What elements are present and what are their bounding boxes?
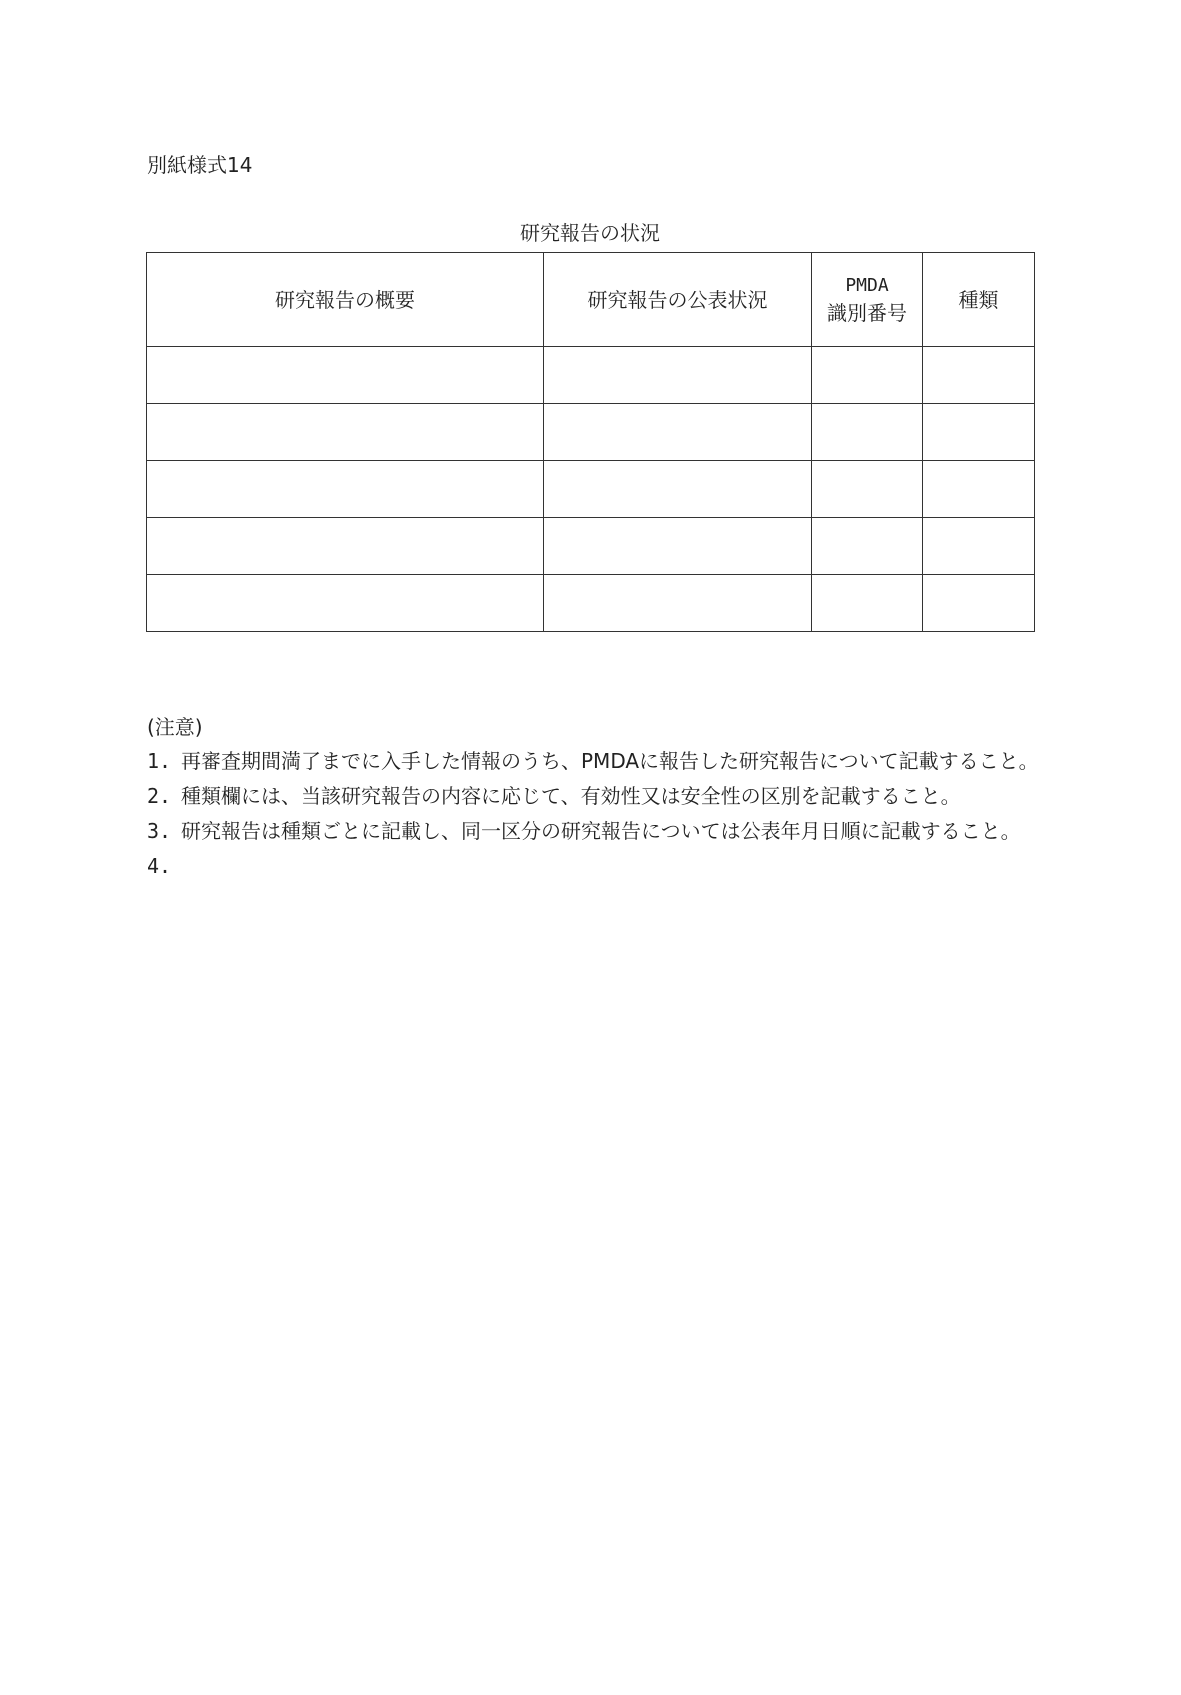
cell-summary — [147, 518, 544, 575]
note-item — [147, 744, 1047, 779]
table-title: 研究報告の状況 — [520, 221, 660, 245]
cell-type — [923, 518, 1035, 575]
cell-type — [923, 404, 1035, 461]
cell-pmda-id — [812, 461, 923, 518]
research-report-table — [146, 252, 1035, 632]
table-row — [147, 404, 1035, 461]
note-text: 研究報告は種類ごとに記載し、同一区分の研究報告については公表年月日順に記載すること。 — [181, 819, 1021, 843]
table-row — [147, 518, 1035, 575]
cell-summary — [147, 404, 544, 461]
header-pmda-id — [812, 253, 923, 347]
header-pmda-line2: 識別番号 — [827, 300, 907, 325]
header-type: 種類 — [923, 253, 1035, 347]
form-id: 別紙様式14 — [147, 153, 253, 177]
cell-publication-status — [544, 404, 812, 461]
notes-heading: (注意) — [147, 715, 203, 739]
cell-pmda-id — [812, 518, 923, 575]
cell-type — [923, 575, 1035, 632]
notes-section — [147, 710, 1047, 884]
note-item — [147, 849, 1047, 884]
cell-type — [923, 461, 1035, 518]
note-number: 2. — [147, 784, 172, 808]
note-number: 4. — [147, 854, 172, 878]
note-text: 種類欄には、当該研究報告の内容に応じて、有効性又は安全性の区別を記載すること。 — [181, 784, 961, 808]
cell-pmda-id — [812, 575, 923, 632]
header-pmda-line1: PMDA — [845, 274, 889, 296]
note-text: 再審査期間満了までに入手した情報のうち、PMDAに報告した研究報告について記載すること。 — [181, 749, 1039, 773]
cell-pmda-id — [812, 404, 923, 461]
cell-publication-status — [544, 518, 812, 575]
header-publication-status: 研究報告の公表状況 — [544, 253, 812, 347]
cell-pmda-id — [812, 347, 923, 404]
cell-summary — [147, 461, 544, 518]
cell-summary — [147, 347, 544, 404]
header-summary: 研究報告の概要 — [147, 253, 544, 347]
cell-publication-status — [544, 347, 812, 404]
cell-publication-status — [544, 575, 812, 632]
cell-publication-status — [544, 461, 812, 518]
table-row — [147, 575, 1035, 632]
note-item — [147, 814, 1047, 849]
cell-summary — [147, 575, 544, 632]
note-number: 1. — [147, 749, 172, 773]
table-header-row — [147, 253, 1035, 347]
note-item — [147, 779, 1047, 814]
table-row — [147, 461, 1035, 518]
table-row — [147, 347, 1035, 404]
note-text — [181, 849, 1047, 884]
note-number: 3. — [147, 819, 172, 843]
cell-type — [923, 347, 1035, 404]
